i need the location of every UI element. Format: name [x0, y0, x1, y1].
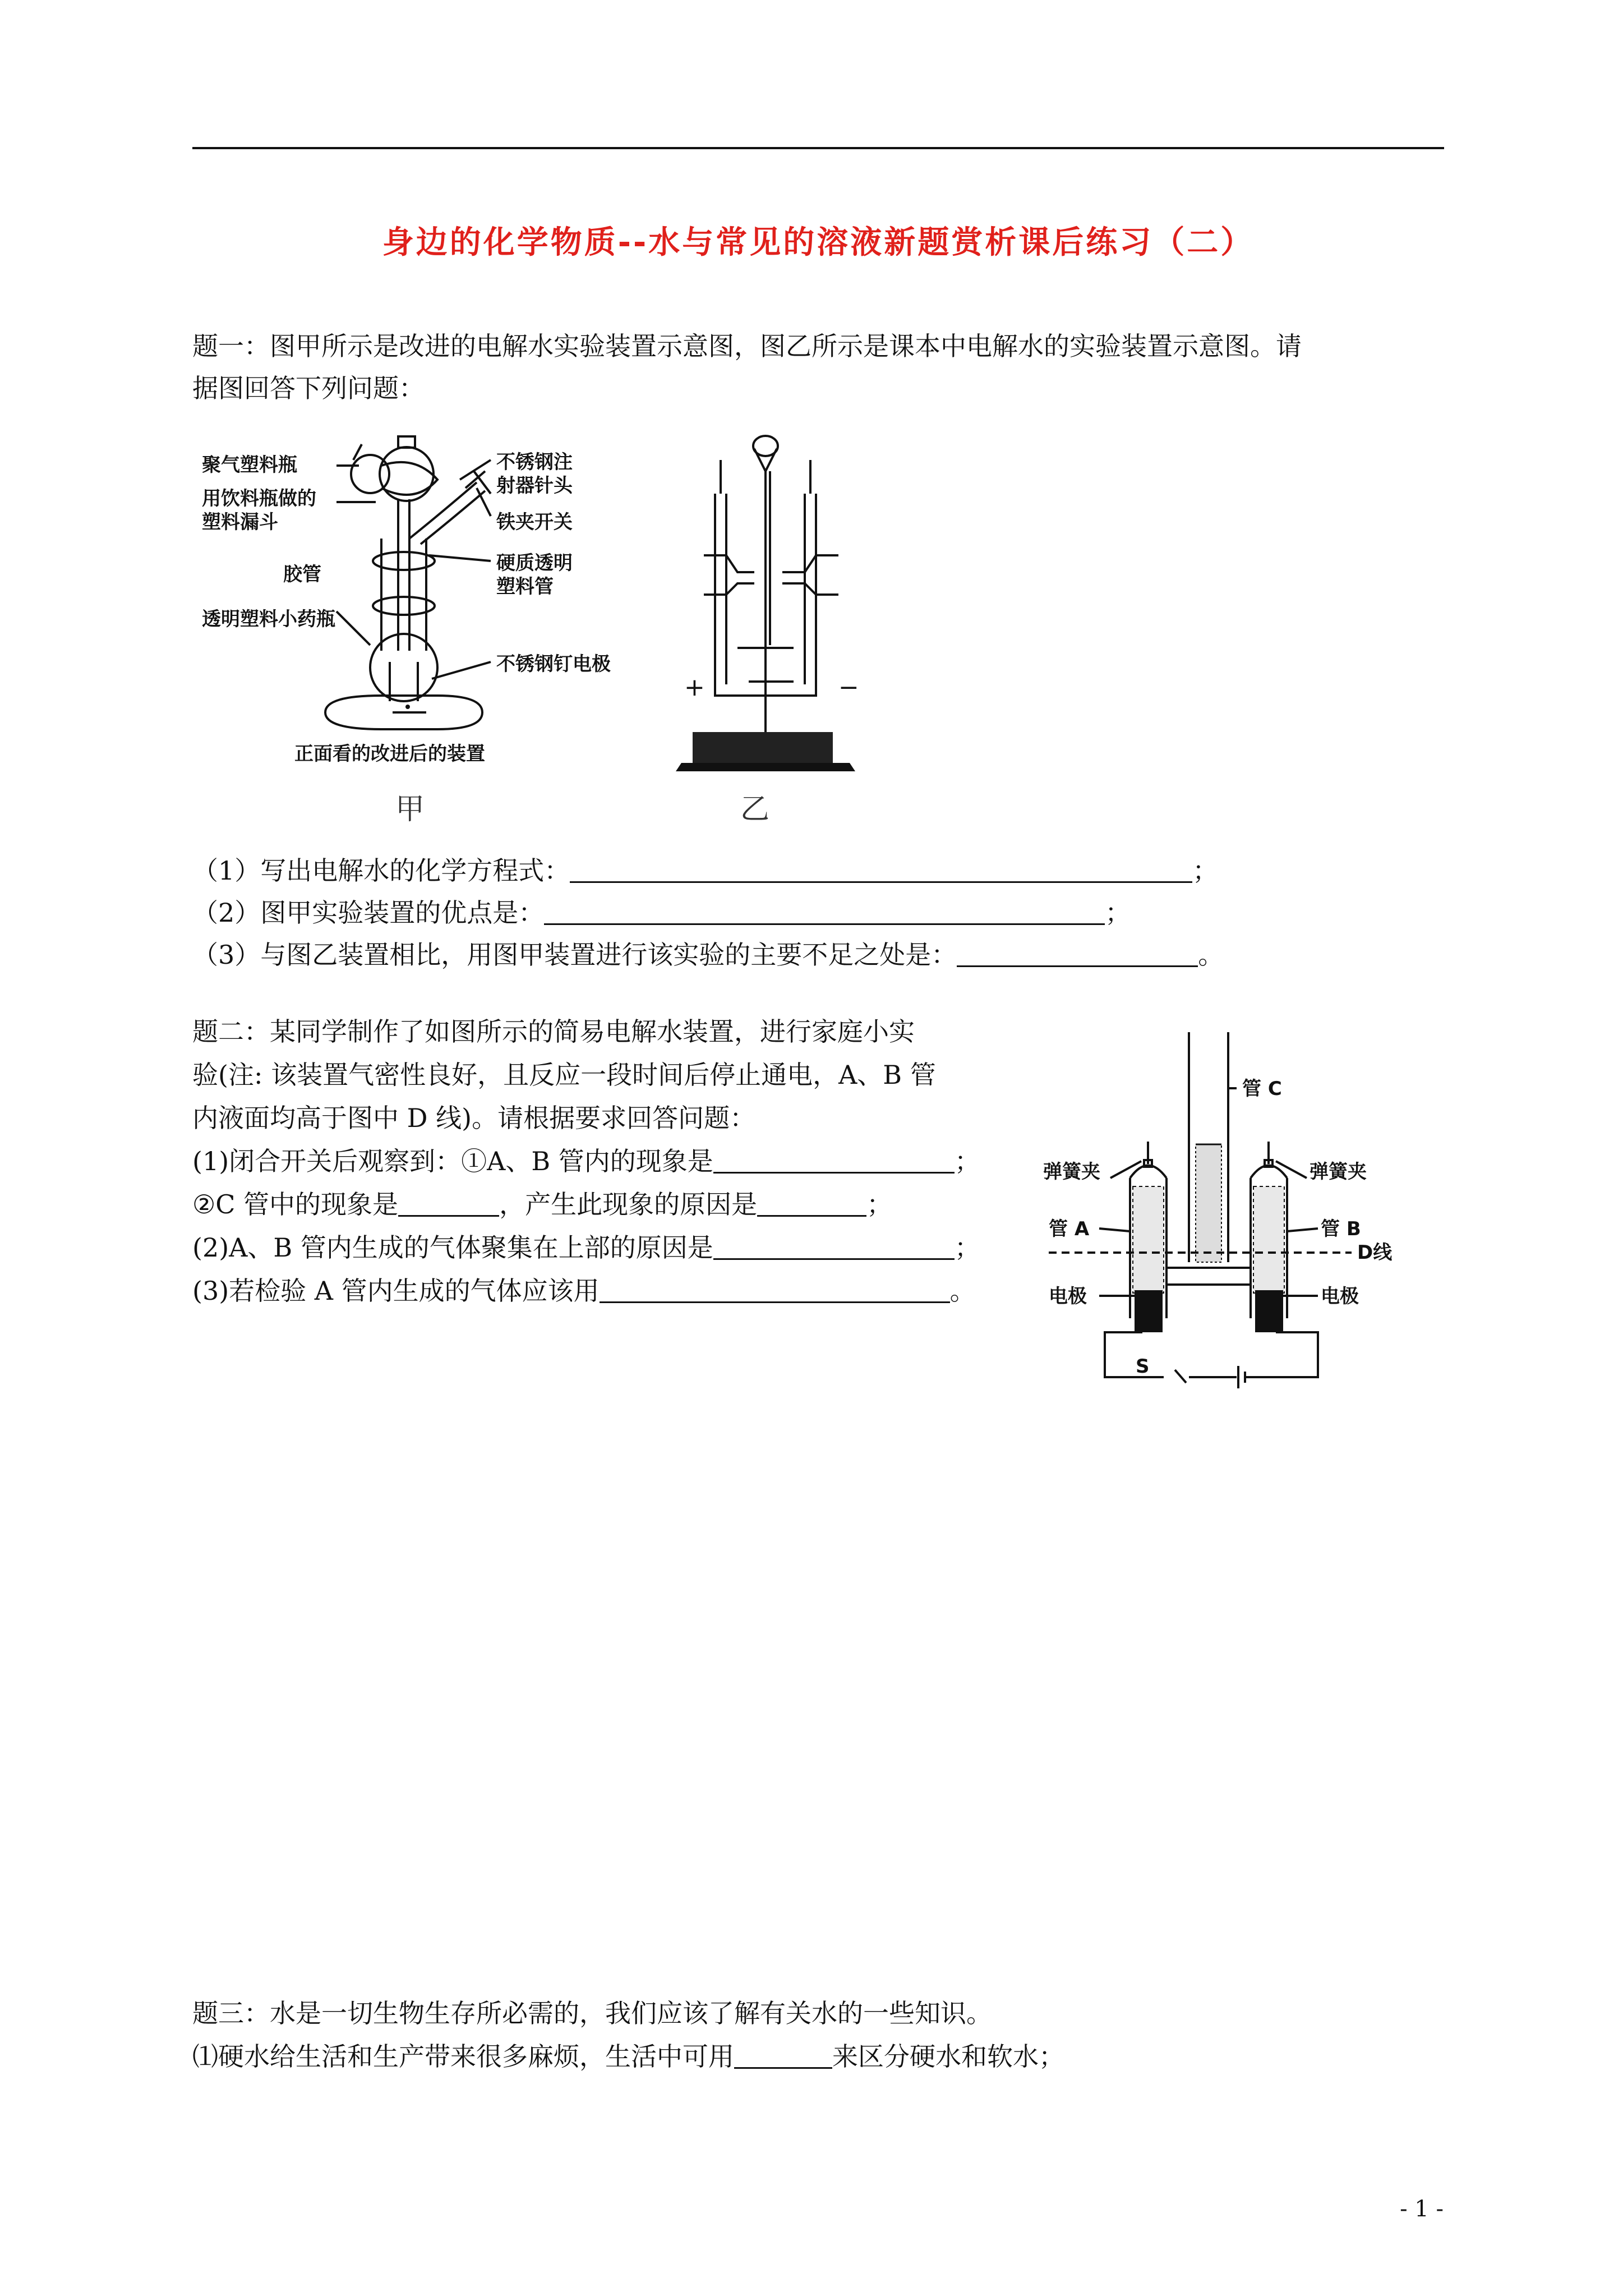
q2-label-clip-right: 弹簧夹 [1310, 1161, 1367, 1183]
q2-line5 [192, 1187, 892, 1222]
jia-label-l1: 聚气塑料瓶 [202, 454, 297, 476]
q2-line2: 验(注: 该装置气密性良好，且反应一段时间后停止通电，A、B 管 [192, 1060, 936, 1090]
page-number: - 1 - [1400, 2196, 1444, 2222]
yi-caption: 乙 [740, 793, 770, 826]
jia-label-r4: 硬质透明 [496, 552, 573, 574]
q2-line6 [192, 1230, 980, 1265]
q1-sub2-blank[interactable] [544, 901, 1105, 925]
q2-line7-blank[interactable] [600, 1279, 950, 1303]
q2-line7 [192, 1273, 976, 1308]
q1-sub1-end: ； [1192, 855, 1219, 886]
q2-line5-blank1[interactable] [398, 1193, 499, 1217]
q2-line5-a: ②C 管中的现象是 [192, 1189, 399, 1220]
jia-label-l3: 塑料漏斗 [202, 511, 278, 533]
q2-line4-text: (1)闭合开关后观察到：①A、B 管内的现象是 [192, 1146, 713, 1176]
q3-line1: 题三：水是一切生物生存所必需的，我们应该了解有关水的一些知识。 [192, 1998, 992, 2028]
jia-label-r1: 不锈钢注 [496, 451, 573, 473]
q2-line4-end: ； [954, 1146, 980, 1176]
q2-line6-end: ； [954, 1232, 980, 1263]
jia-label-r5: 塑料管 [496, 576, 554, 598]
q1-sub1-blank[interactable] [570, 859, 1192, 883]
q3-line2-blank[interactable] [734, 2045, 832, 2069]
jia-caption: 甲 [395, 793, 425, 826]
q1-sub3-end: 。 [1198, 940, 1224, 970]
q1-sub2-text: （2）图甲实验装置的优点是： [192, 898, 545, 928]
q2-label-d-line: D线 [1357, 1241, 1393, 1264]
jia-label-l5: 透明塑料小药瓶 [202, 608, 335, 631]
q2-line6-text: (2)A、B 管内生成的气体聚集在上部的原因是 [192, 1232, 713, 1263]
q2-line7-text: (3)若检验 A 管内生成的气体应该用 [192, 1276, 600, 1306]
q2-line7-end: 。 [949, 1276, 976, 1306]
q1-sub1-text: （1）写出电解水的化学方程式： [192, 855, 570, 886]
q2-label-electrode-left: 电极 [1049, 1285, 1087, 1308]
q2-label-tube-b: 管 B [1321, 1218, 1361, 1240]
jia-label-r3: 铁夹开关 [496, 511, 573, 533]
q2-label-tube-c: 管 C [1242, 1078, 1282, 1100]
jia-label-r6: 不锈钢钉电极 [496, 653, 611, 675]
q2-line5-blank2[interactable] [757, 1193, 866, 1217]
q2-line3: 内液面均高于图中 D 线)。请根据要求回答问题： [192, 1103, 756, 1133]
q3-line2-end: 来区分硬水和软水； [832, 2041, 1064, 2072]
page-title: 身边的化学物质--水与常见的溶液新题赏析课后练习（二） [382, 224, 1255, 261]
jia-label-r2: 射器针头 [496, 475, 573, 497]
q2-line4 [192, 1144, 980, 1179]
q1-sub3 [192, 937, 1224, 972]
q2-label-tube-a: 管 A [1049, 1218, 1090, 1240]
q3-line2 [192, 2039, 1064, 2074]
q1-sub3-text: （3）与图乙装置相比，用图甲装置进行该实验的主要不足之处是： [192, 940, 957, 970]
jia-label-l4: 胶管 [283, 563, 321, 586]
figure-yi [670, 426, 872, 836]
q2-line5-b: ，产生此现象的原因是 [499, 1189, 758, 1220]
q1-sub2-end: ； [1105, 898, 1131, 928]
q1-intro-line2: 据图回答下列问题： [192, 373, 425, 403]
q2-line1: 题二：某同学制作了如图所示的简易电解水装置，进行家庭小实 [192, 1016, 915, 1047]
q2-label-switch: S [1136, 1355, 1150, 1378]
q2-line6-blank[interactable] [713, 1236, 955, 1260]
q3-line2-text: ⑴硬水给生活和生产带来很多麻烦，生活中可用 [192, 2041, 734, 2072]
jia-label-bottom: 正面看的改进后的装置 [294, 743, 485, 765]
q2-line4-blank[interactable] [713, 1149, 955, 1174]
figure-q2-apparatus [1038, 1027, 1419, 1397]
q2-label-electrode-right: 电极 [1321, 1285, 1359, 1308]
jia-label-l2: 用饮料瓶做的 [202, 487, 316, 510]
yi-minus-label: − [838, 673, 859, 702]
q2-line5-end: ； [866, 1189, 893, 1220]
q1-sub1 [192, 853, 1218, 888]
header-rule [192, 147, 1444, 149]
figure-jia [196, 426, 623, 836]
q1-sub3-blank[interactable] [957, 943, 1198, 967]
yi-plus-label: + [684, 673, 705, 702]
q1-sub2 [192, 895, 1131, 930]
q1-intro-line1: 题一：图甲所示是改进的电解水实验装置示意图，图乙所示是课本中电解水的实验装置示意图。请 [192, 331, 1302, 361]
q2-label-clip-left: 弹簧夹 [1043, 1161, 1100, 1183]
